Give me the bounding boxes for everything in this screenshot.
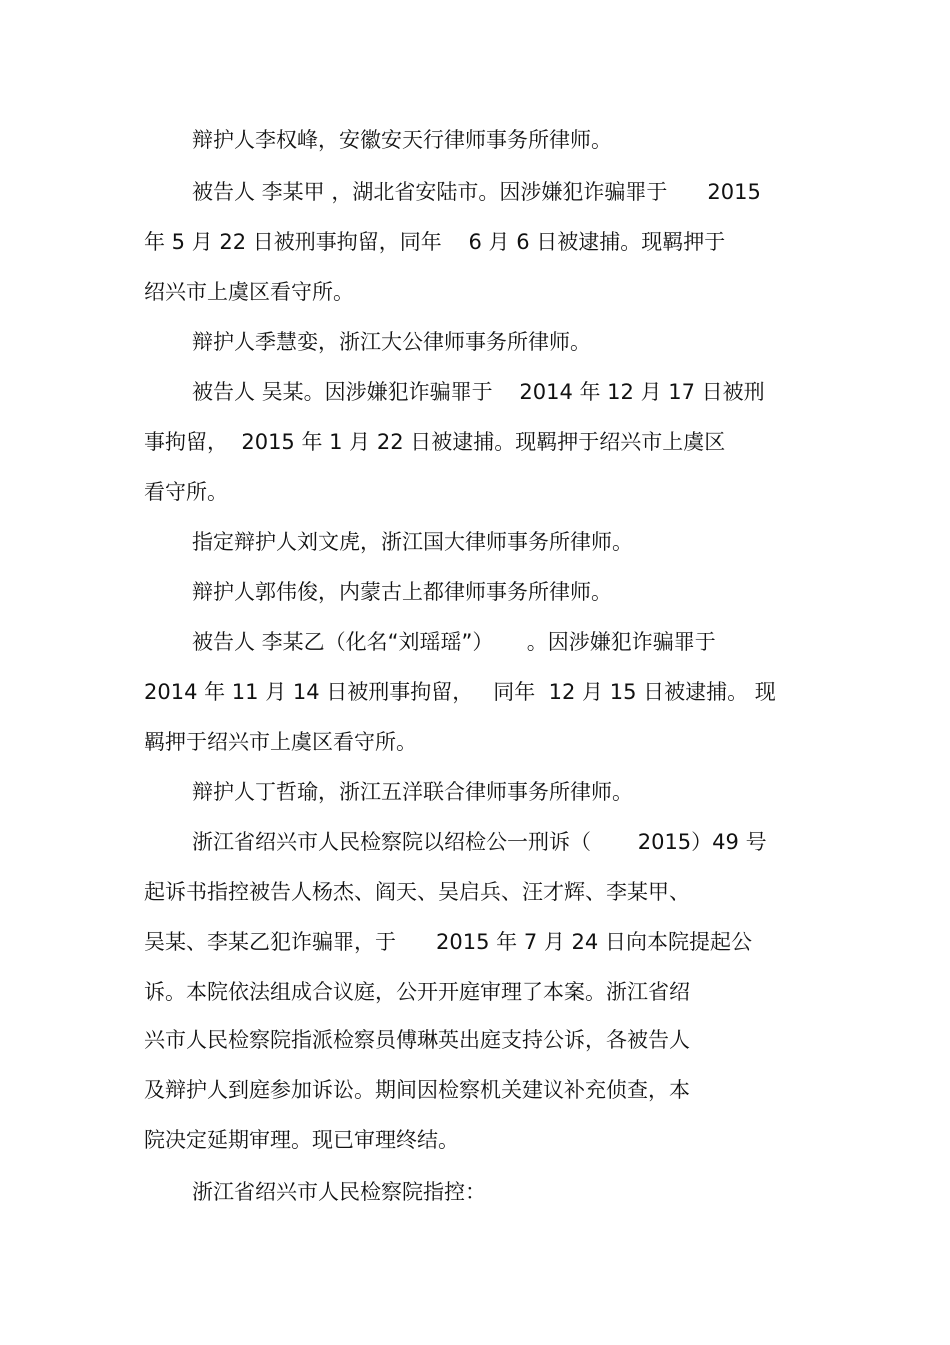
paragraph-line: 浙江省绍兴市人民检察院以绍检公一刑诉（ 2015）49 号 <box>192 830 767 854</box>
paragraph-line: 吴某、李某乙犯诈骗罪，于 2015 年 7 月 24 日向本院提起公 <box>144 930 752 954</box>
paragraph-line: 辩护人李权峰，安徽安天行律师事务所律师。 <box>192 128 612 152</box>
paragraph-line: 诉。本院依法组成合议庭，公开开庭审理了本案。浙江省绍 <box>144 980 690 1004</box>
paragraph-line: 浙江省绍兴市人民检察院指控： <box>192 1180 486 1204</box>
paragraph-line: 被告人 李某乙（化名“刘瑶瑶”） 。因涉嫌犯诈骗罪于 <box>192 630 716 654</box>
paragraph-line: 绍兴市上虞区看守所。 <box>144 280 354 304</box>
paragraph-line: 看守所。 <box>144 480 228 504</box>
paragraph-line: 2014 年 11 月 14 日被刑事拘留， 同年 12 月 15 日被逮捕。 现 <box>144 680 776 704</box>
paragraph-line: 辩护人郭伟俊，内蒙古上都律师事务所律师。 <box>192 580 612 604</box>
paragraph-line: 被告人 吴某。因涉嫌犯诈骗罪于 2014 年 12 月 17 日被刑 <box>192 380 765 404</box>
paragraph-line: 被告人 李某甲 ，湖北省安陆市。因涉嫌犯诈骗罪于 2015 <box>192 180 761 204</box>
paragraph-line: 兴市人民检察院指派检察员傅琳英出庭支持公诉，各被告人 <box>144 1028 690 1052</box>
paragraph-line: 辩护人丁哲瑜，浙江五洋联合律师事务所律师。 <box>192 780 633 804</box>
paragraph-line: 羁押于绍兴市上虞区看守所。 <box>144 730 417 754</box>
paragraph-line: 院决定延期审理。现已审理终结。 <box>144 1128 459 1152</box>
paragraph-line: 指定辩护人刘文虎，浙江国大律师事务所律师。 <box>192 530 633 554</box>
paragraph-line: 及辩护人到庭参加诉讼。期间因检察机关建议补充侦查，本 <box>144 1078 690 1102</box>
paragraph-line: 年 5 月 22 日被刑事拘留，同年 6 月 6 日被逮捕。现羁押于 <box>144 230 726 254</box>
paragraph-line: 辩护人季慧娈，浙江大公律师事务所律师。 <box>192 330 591 354</box>
paragraph-line: 起诉书指控被告人杨杰、阎天、吴启兵、汪才辉、李某甲、 <box>144 880 690 904</box>
paragraph-line: 事拘留， 2015 年 1 月 22 日被逮捕。现羁押于绍兴市上虞区 <box>144 430 726 454</box>
